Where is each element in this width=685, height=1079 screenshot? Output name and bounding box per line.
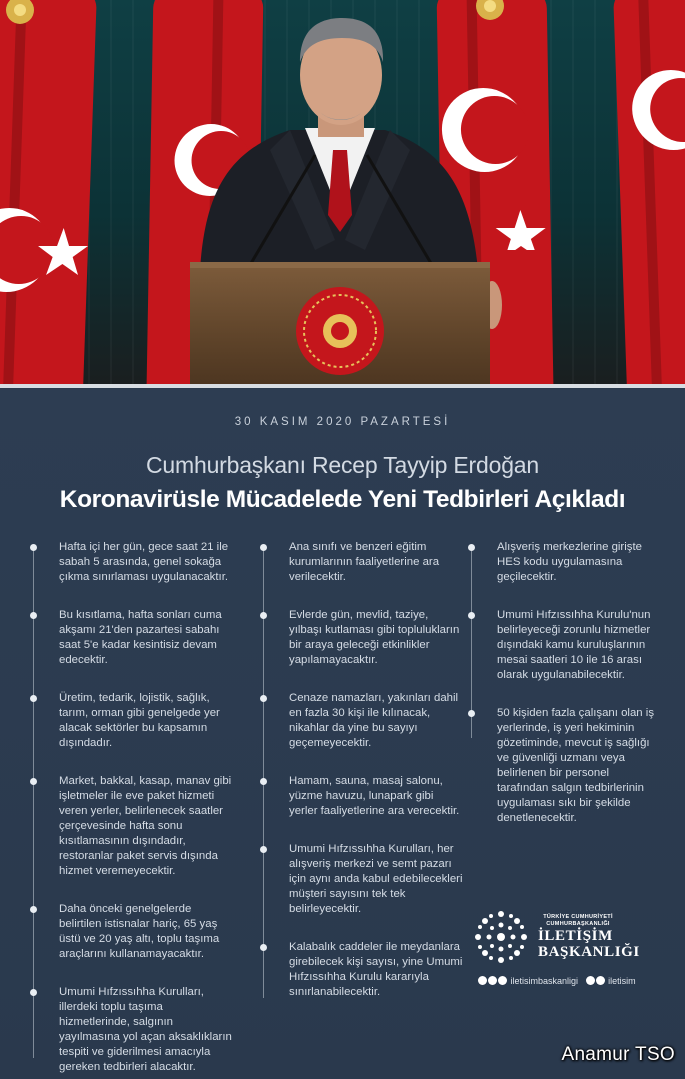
bullet-icon — [468, 710, 475, 717]
logo-small-text: TÜRKİYE CUMHURİYETİ CUMHURBAŞKANLIĞI — [543, 914, 613, 927]
bullet-icon — [30, 695, 37, 702]
list-item: Bu kısıtlama, hafta sonları cuma akşamı 21'den pazartesi sabahı saat 5'e kadar kesintisiz devam edecektir. — [33, 608, 233, 668]
header-photo — [0, 0, 685, 388]
bullet-icon — [260, 778, 267, 785]
bullet-icon — [30, 612, 37, 619]
watermark: Anamur TSO — [561, 1044, 675, 1065]
iletisim-baskanligi-logo — [472, 908, 652, 978]
social-handles — [478, 976, 668, 990]
list-item: Ana sınıfı ve benzeri eğitim kurumlarının faaliyetlerine ara verilecektir. — [263, 540, 463, 585]
subtitle: Cumhurbaşkanı Recep Tayyip Erdoğan — [146, 452, 539, 478]
podium — [190, 262, 490, 388]
list-item: 50 kişiden fazla çalışanı olan iş yerlerinde, iş yeri hekiminin gözetiminde, mevcut iş sağlığı ve güvenliği uzmanı veya belirlenen bir personel tarafından salgın tedbirlerinin uygulaması sıkı bir şekilde denetlenecektir. — [471, 706, 657, 826]
list-item: Cenaze namazları, yakınları dahil en fazla 30 kişi ile kılınacak, nikahlar da yine bu sayıyı geçemeyecektir. — [263, 691, 463, 751]
star-pattern-logo-icon — [472, 908, 530, 966]
list-item: Umumi Hıfzıssıhha Kurulları, her alışveriş merkezi ve semt pazarı için aynı anda kabul edebilecekleri müşteri sayısını tek tek belirleyecektir. — [263, 842, 463, 917]
bullet-icon — [260, 846, 267, 853]
list-item: Hamam, sauna, masaj salonu, yüzme havuzu, lunapark gibi yerler faaliyetlerine ara verecektir. — [263, 774, 463, 819]
twitter-icon[interactable] — [488, 976, 497, 985]
list-item: Daha önceki genelgelerde belirtilen istisnalar hariç, 65 yaş üstü ve 20 yaş altı, toplu taşıma araçlarını kullanamayacaktır. — [33, 902, 233, 962]
list-item: Alışveriş merkezlerine girişte HES kodu uygulamasına geçilecektir. — [471, 540, 657, 585]
facebook-icon[interactable] — [478, 976, 487, 985]
web-icon[interactable] — [596, 976, 605, 985]
bullet-icon — [30, 778, 37, 785]
social-handle-short[interactable]: iletisim — [608, 976, 636, 986]
bullet-icon — [468, 544, 475, 551]
youtube-icon[interactable] — [498, 976, 507, 985]
photo-divider — [0, 384, 685, 388]
social-handle[interactable]: iletisimbaskanligi — [510, 976, 579, 986]
list-item: Üretim, tedarik, lojistik, sağlık, tarım, orman gibi genelgede yer alacak sektörler bu kapsamın dışındadır. — [33, 691, 233, 751]
list-item: Umumi Hıfzıssıhha Kurulları, illerdeki toplu taşıma hizmetlerinde, salgının yayılmasına yol açan aksaklıkların tespiti ve giderilmesi amacıyla gereken tedbirleri alacaktır. — [33, 985, 233, 1075]
bullet-icon — [260, 944, 267, 951]
bullet-icon — [30, 989, 37, 996]
bullet-icon — [30, 906, 37, 913]
headline: Koronavirüsle Mücadelede Yeni Tedbirleri Açıkladı — [59, 486, 626, 513]
instagram-icon[interactable] — [586, 976, 595, 985]
bullet-icon — [260, 695, 267, 702]
column-1 — [33, 540, 233, 1075]
column-2 — [263, 540, 463, 1000]
logo-name-line1: İLETİŞİM — [538, 928, 613, 944]
column-3 — [471, 540, 657, 826]
list-item: Market, bakkal, kasap, manav gibi işletmeler ile eve paket hizmeti veren yerler, belirlenecek saatler çerçevesinde hafta sonu kısıtlamasının dışındadır, restoranlar paket servis dışında hizmet veremeyecektir. — [33, 774, 233, 879]
date-line: 30 KASIM 2020 PAZARTESİ — [234, 416, 451, 428]
logo-name-line2: BAŞKANLIĞI — [538, 944, 640, 960]
bullet-icon — [468, 612, 475, 619]
bullet-icon — [260, 612, 267, 619]
list-item: Evlerde gün, mevlid, taziye, yılbaşı kutlaması gibi toplulukların bir araya geleceği etkinlikler yapılamayacaktır. — [263, 608, 463, 668]
bullet-icon — [30, 544, 37, 551]
list-item: Hafta içi her gün, gece saat 21 ile sabah 5 arasında, genel sokağa çıkma sınırlaması uygulanacaktır. — [33, 540, 233, 585]
presidential-seal-icon — [295, 286, 385, 376]
list-item: Umumi Hıfzıssıhha Kurulu'nun belirleyeceği zorunlu hizmetler dışındaki kamu kuruluşlarının mesai saatleri 10 ile 16 arası olarak uygulanabilecektir. — [471, 608, 657, 683]
list-item: Kalabalık caddeler ile meydanlara girebilecek kişi sayısı, yine Umumi Hıfzıssıhha Kurulu kararıyla sınırlanabilecektir. — [263, 940, 463, 1000]
bullet-icon — [260, 544, 267, 551]
